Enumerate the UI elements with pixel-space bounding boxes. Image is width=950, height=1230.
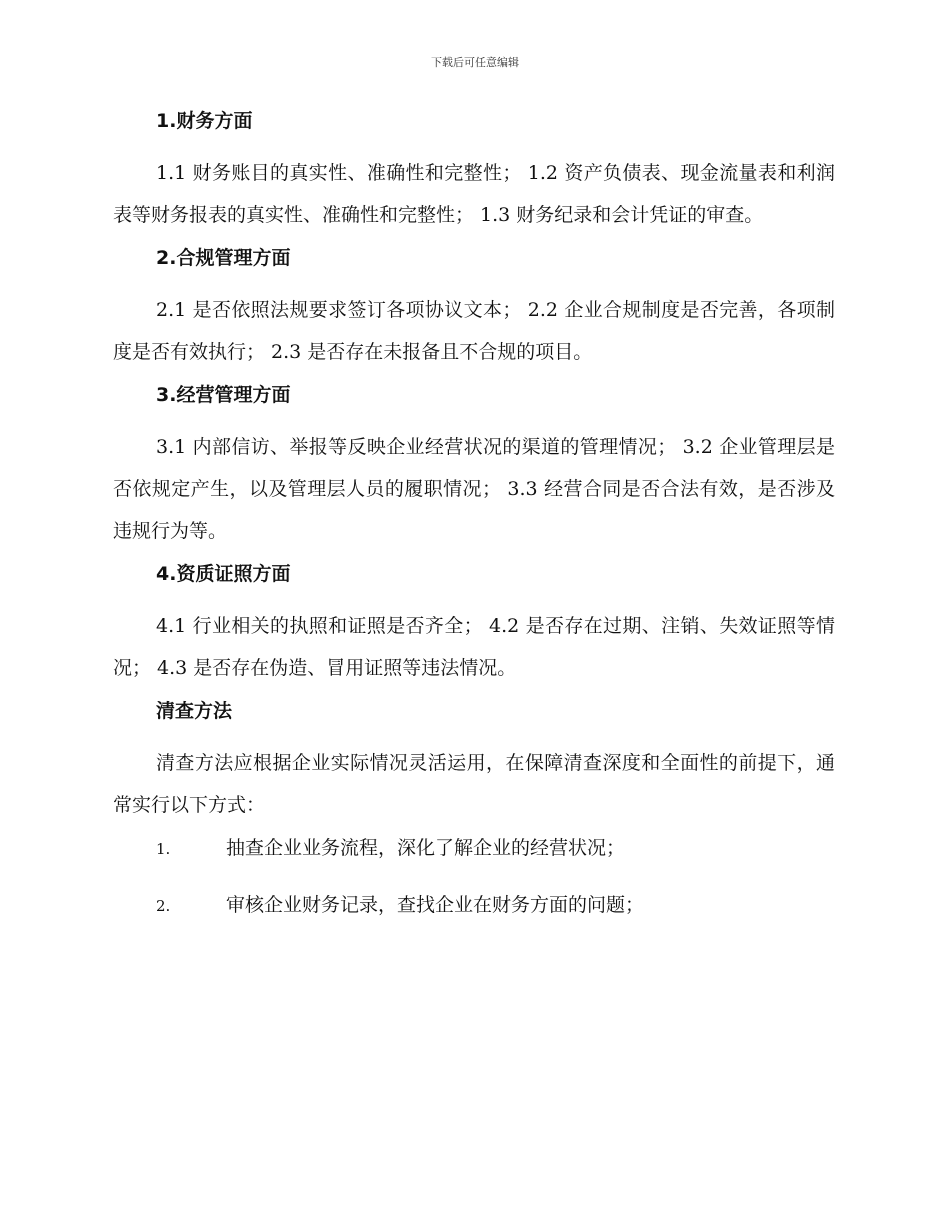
section-heading-operations: 3.经营管理方面 xyxy=(156,384,291,406)
section-heading-methods: 清查方法 xyxy=(156,700,233,722)
list-number: 1. xyxy=(156,840,171,858)
document-body xyxy=(113,106,835,947)
list-text: 审核企业财务记录，查找企业在财务方面的问题； xyxy=(226,894,645,916)
method-list-item xyxy=(113,890,835,921)
section-body-operations: 3.1 内部信访、举报等反映企业经营状况的渠道的管理情况； 3.2 企业管理层是否依规定产生，以及管理层人员的履职情况； 3.3 经营合同是否合法有效，是否涉及违规行为等。 xyxy=(113,436,835,542)
section-body-finance: 1.1 财务账目的真实性、准确性和完整性； 1.2 资产负债表、现金流量表和利润表等财务报表的真实性、准确性和完整性； 1.3 财务纪录和会计凭证的审查。 xyxy=(113,162,835,226)
list-text: 抽查企业业务流程，深化了解企业的经营状况； xyxy=(226,837,626,859)
page-header: 下载后可任意编辑 xyxy=(431,56,519,69)
section-heading-compliance: 2.合规管理方面 xyxy=(156,247,291,269)
section-heading-licenses: 4.资质证照方面 xyxy=(156,563,291,585)
section-body-compliance: 2.1 是否依照法规要求签订各项协议文本； 2.2 企业合规制度是否完善，各项制度是否有效执行； 2.3 是否存在未报备且不合规的项目。 xyxy=(113,299,835,363)
list-number: 2. xyxy=(156,897,171,915)
section-heading-finance: 1.财务方面 xyxy=(156,110,253,132)
section-body-licenses: 4.1 行业相关的执照和证照是否齐全； 4.2 是否存在过期、注销、失效证照等情况； 4.3 是否存在伪造、冒用证照等违法情况。 xyxy=(113,615,835,679)
section-body-methods: 清查方法应根据企业实际情况灵活运用，在保障清查深度和全面性的前提下，通常实行以下方式： xyxy=(113,752,835,816)
method-list-item xyxy=(113,833,835,864)
